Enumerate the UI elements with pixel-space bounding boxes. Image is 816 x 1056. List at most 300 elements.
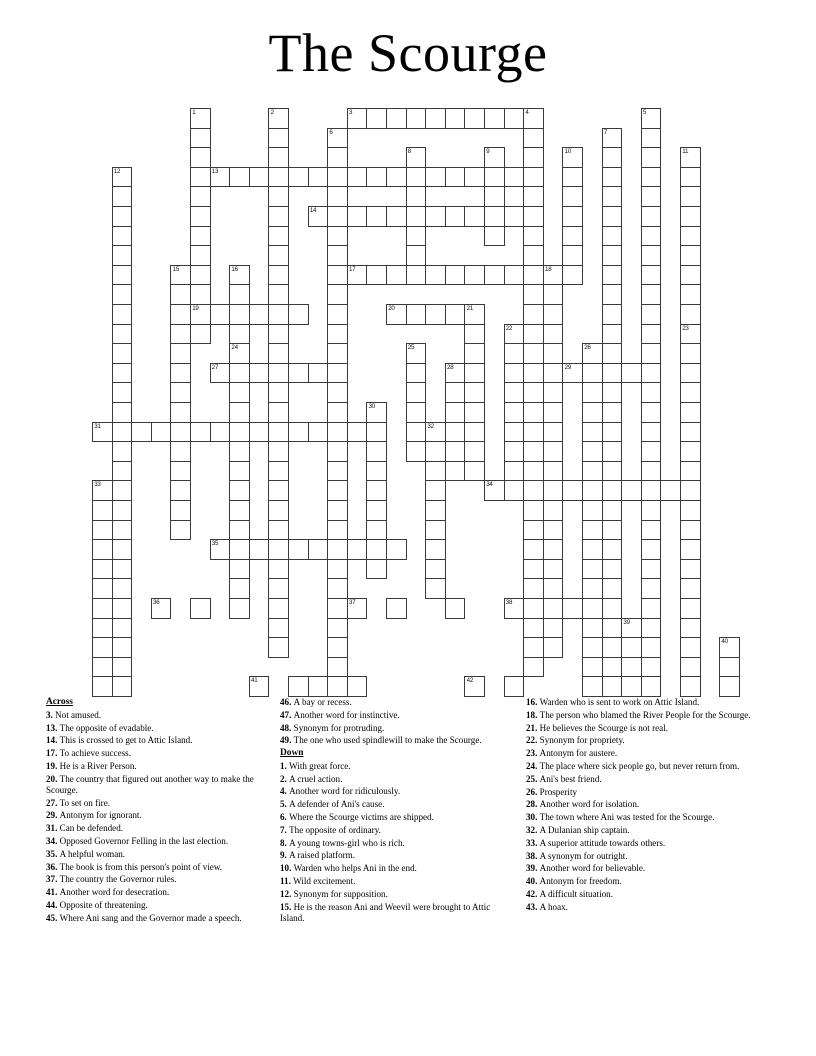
crossword-cell[interactable] — [366, 520, 387, 541]
crossword-cell[interactable] — [327, 598, 348, 619]
crossword-cell[interactable] — [406, 402, 427, 423]
crossword-cell[interactable] — [602, 265, 623, 286]
crossword-cell[interactable] — [523, 500, 544, 521]
crossword-cell[interactable] — [641, 284, 662, 305]
crossword-cell[interactable] — [621, 637, 642, 658]
crossword-cell[interactable] — [112, 265, 133, 286]
crossword-cell[interactable] — [366, 500, 387, 521]
crossword-cell[interactable] — [680, 206, 701, 227]
crossword-cell[interactable] — [602, 128, 623, 149]
crossword-cell[interactable] — [327, 147, 348, 168]
crossword-cell[interactable] — [582, 402, 603, 423]
crossword-cell[interactable] — [347, 265, 368, 286]
crossword-cell[interactable] — [112, 441, 133, 462]
crossword-cell[interactable] — [288, 304, 309, 325]
crossword-cell[interactable] — [680, 422, 701, 443]
crossword-cell[interactable] — [327, 637, 348, 658]
crossword-cell[interactable] — [249, 422, 270, 443]
crossword-cell[interactable] — [543, 539, 564, 560]
crossword-cell[interactable] — [621, 657, 642, 678]
crossword-cell[interactable] — [523, 559, 544, 580]
crossword-cell[interactable] — [366, 108, 387, 129]
crossword-cell[interactable] — [582, 598, 603, 619]
crossword-cell[interactable] — [602, 441, 623, 462]
crossword-cell[interactable] — [112, 324, 133, 345]
crossword-cell[interactable] — [268, 265, 289, 286]
crossword-cell[interactable] — [680, 657, 701, 678]
crossword-cell[interactable] — [464, 676, 485, 697]
crossword-cell[interactable] — [366, 206, 387, 227]
crossword-cell[interactable] — [268, 520, 289, 541]
crossword-cell[interactable] — [543, 578, 564, 599]
crossword-cell[interactable] — [641, 382, 662, 403]
crossword-cell[interactable] — [386, 206, 407, 227]
crossword-cell[interactable] — [602, 226, 623, 247]
crossword-cell[interactable] — [464, 108, 485, 129]
crossword-cell[interactable] — [425, 265, 446, 286]
crossword-cell[interactable] — [112, 461, 133, 482]
crossword-cell[interactable] — [229, 382, 250, 403]
crossword-cell[interactable] — [464, 304, 485, 325]
crossword-cell[interactable] — [425, 480, 446, 501]
crossword-cell[interactable] — [170, 265, 191, 286]
crossword-cell[interactable] — [406, 265, 427, 286]
crossword-cell[interactable] — [484, 147, 505, 168]
crossword-cell[interactable] — [170, 500, 191, 521]
crossword-cell[interactable] — [112, 304, 133, 325]
crossword-cell[interactable] — [249, 363, 270, 384]
crossword-cell[interactable] — [327, 363, 348, 384]
crossword-cell[interactable] — [366, 422, 387, 443]
crossword-cell[interactable] — [327, 245, 348, 266]
crossword-cell[interactable] — [602, 578, 623, 599]
crossword-cell[interactable] — [641, 539, 662, 560]
crossword-cell[interactable] — [562, 226, 583, 247]
crossword-cell[interactable] — [641, 520, 662, 541]
crossword-cell[interactable] — [366, 461, 387, 482]
crossword-cell[interactable] — [406, 226, 427, 247]
crossword-cell[interactable] — [112, 186, 133, 207]
crossword-cell[interactable] — [92, 618, 113, 639]
crossword-cell[interactable] — [680, 304, 701, 325]
crossword-cell[interactable] — [582, 520, 603, 541]
crossword-cell[interactable] — [582, 676, 603, 697]
crossword-cell[interactable] — [288, 363, 309, 384]
crossword-cell[interactable] — [112, 676, 133, 697]
crossword-cell[interactable] — [112, 520, 133, 541]
crossword-cell[interactable] — [602, 245, 623, 266]
crossword-cell[interactable] — [190, 422, 211, 443]
crossword-cell[interactable] — [484, 167, 505, 188]
crossword-cell[interactable] — [268, 559, 289, 580]
crossword-cell[interactable] — [288, 167, 309, 188]
crossword-cell[interactable] — [484, 186, 505, 207]
crossword-cell[interactable] — [386, 108, 407, 129]
crossword-cell[interactable] — [582, 422, 603, 443]
crossword-cell[interactable] — [92, 657, 113, 678]
crossword-cell[interactable] — [112, 480, 133, 501]
crossword-cell[interactable] — [562, 265, 583, 286]
crossword-cell[interactable] — [92, 559, 113, 580]
crossword-cell[interactable] — [523, 167, 544, 188]
crossword-cell[interactable] — [484, 226, 505, 247]
crossword-cell[interactable] — [112, 578, 133, 599]
crossword-cell[interactable] — [190, 245, 211, 266]
crossword-cell[interactable] — [425, 167, 446, 188]
crossword-cell[interactable] — [523, 265, 544, 286]
crossword-cell[interactable] — [327, 284, 348, 305]
crossword-cell[interactable] — [445, 304, 466, 325]
crossword-cell[interactable] — [112, 363, 133, 384]
crossword-cell[interactable] — [523, 343, 544, 364]
crossword-cell[interactable] — [602, 657, 623, 678]
crossword-cell[interactable] — [268, 206, 289, 227]
crossword-cell[interactable] — [347, 108, 368, 129]
crossword-cell[interactable] — [190, 206, 211, 227]
crossword-cell[interactable] — [562, 363, 583, 384]
crossword-cell[interactable] — [641, 108, 662, 129]
crossword-cell[interactable] — [523, 206, 544, 227]
crossword-cell[interactable] — [523, 422, 544, 443]
crossword-cell[interactable] — [327, 441, 348, 462]
crossword-cell[interactable] — [602, 422, 623, 443]
crossword-cell[interactable] — [719, 637, 740, 658]
crossword-cell[interactable] — [327, 265, 348, 286]
crossword-cell[interactable] — [602, 500, 623, 521]
crossword-cell[interactable] — [386, 598, 407, 619]
crossword-cell[interactable] — [543, 363, 564, 384]
crossword-cell[interactable] — [288, 422, 309, 443]
crossword-cell[interactable] — [445, 422, 466, 443]
crossword-cell[interactable] — [504, 343, 525, 364]
crossword-cell[interactable] — [327, 461, 348, 482]
crossword-cell[interactable] — [680, 618, 701, 639]
crossword-cell[interactable] — [170, 402, 191, 423]
crossword-cell[interactable] — [680, 245, 701, 266]
crossword-cell[interactable] — [641, 147, 662, 168]
crossword-cell[interactable] — [504, 422, 525, 443]
crossword-cell[interactable] — [190, 147, 211, 168]
crossword-cell[interactable] — [92, 520, 113, 541]
crossword-cell[interactable] — [268, 324, 289, 345]
crossword-cell[interactable] — [602, 520, 623, 541]
crossword-cell[interactable] — [464, 441, 485, 462]
crossword-cell[interactable] — [445, 598, 466, 619]
crossword-cell[interactable] — [680, 284, 701, 305]
crossword-cell[interactable] — [268, 461, 289, 482]
crossword-cell[interactable] — [464, 382, 485, 403]
crossword-cell[interactable] — [366, 441, 387, 462]
crossword-cell[interactable] — [523, 539, 544, 560]
crossword-cell[interactable] — [268, 245, 289, 266]
crossword-cell[interactable] — [543, 500, 564, 521]
crossword-cell[interactable] — [523, 245, 544, 266]
crossword-cell[interactable] — [602, 676, 623, 697]
crossword-cell[interactable] — [406, 441, 427, 462]
crossword-cell[interactable] — [268, 402, 289, 423]
crossword-cell[interactable] — [582, 480, 603, 501]
crossword-cell[interactable] — [249, 167, 270, 188]
crossword-cell[interactable] — [641, 265, 662, 286]
crossword-cell[interactable] — [680, 598, 701, 619]
crossword-cell[interactable] — [347, 422, 368, 443]
crossword-cell[interactable] — [170, 441, 191, 462]
crossword-cell[interactable] — [112, 618, 133, 639]
crossword-cell[interactable] — [504, 382, 525, 403]
crossword-cell[interactable] — [190, 304, 211, 325]
crossword-cell[interactable] — [680, 539, 701, 560]
crossword-cell[interactable] — [602, 147, 623, 168]
crossword-cell[interactable] — [641, 657, 662, 678]
crossword-cell[interactable] — [523, 382, 544, 403]
crossword-cell[interactable] — [170, 480, 191, 501]
crossword-cell[interactable] — [523, 402, 544, 423]
crossword-cell[interactable] — [229, 480, 250, 501]
crossword-cell[interactable] — [112, 539, 133, 560]
crossword-cell[interactable] — [523, 578, 544, 599]
crossword-cell[interactable] — [210, 422, 231, 443]
crossword-cell[interactable] — [406, 167, 427, 188]
crossword-cell[interactable] — [641, 186, 662, 207]
crossword-cell[interactable] — [92, 598, 113, 619]
crossword-cell[interactable] — [504, 167, 525, 188]
crossword-cell[interactable] — [582, 637, 603, 658]
crossword-cell[interactable] — [190, 128, 211, 149]
crossword-cell[interactable] — [523, 657, 544, 678]
crossword-cell[interactable] — [680, 500, 701, 521]
crossword-cell[interactable] — [543, 304, 564, 325]
crossword-cell[interactable] — [445, 167, 466, 188]
crossword-cell[interactable] — [621, 618, 642, 639]
crossword-cell[interactable] — [92, 637, 113, 658]
crossword-cell[interactable] — [641, 480, 662, 501]
crossword-cell[interactable] — [523, 598, 544, 619]
crossword-cell[interactable] — [288, 676, 309, 697]
crossword-cell[interactable] — [170, 461, 191, 482]
crossword-cell[interactable] — [523, 363, 544, 384]
crossword-cell[interactable] — [504, 598, 525, 619]
crossword-cell[interactable] — [523, 147, 544, 168]
crossword-cell[interactable] — [347, 206, 368, 227]
crossword-cell[interactable] — [268, 284, 289, 305]
crossword-cell[interactable] — [229, 500, 250, 521]
crossword-cell[interactable] — [445, 382, 466, 403]
crossword-cell[interactable] — [680, 382, 701, 403]
crossword-cell[interactable] — [425, 461, 446, 482]
crossword-cell[interactable] — [308, 539, 329, 560]
crossword-cell[interactable] — [562, 147, 583, 168]
crossword-cell[interactable] — [543, 559, 564, 580]
crossword-cell[interactable] — [680, 363, 701, 384]
crossword-cell[interactable] — [151, 598, 172, 619]
crossword-cell[interactable] — [210, 304, 231, 325]
crossword-cell[interactable] — [268, 304, 289, 325]
crossword-cell[interactable] — [602, 324, 623, 345]
crossword-cell[interactable] — [425, 520, 446, 541]
crossword-cell[interactable] — [582, 578, 603, 599]
crossword-cell[interactable] — [366, 265, 387, 286]
crossword-cell[interactable] — [464, 461, 485, 482]
crossword-cell[interactable] — [112, 206, 133, 227]
crossword-cell[interactable] — [523, 186, 544, 207]
crossword-cell[interactable] — [445, 265, 466, 286]
crossword-cell[interactable] — [641, 304, 662, 325]
crossword-cell[interactable] — [268, 226, 289, 247]
crossword-cell[interactable] — [347, 598, 368, 619]
crossword-cell[interactable] — [680, 226, 701, 247]
crossword-cell[interactable] — [543, 637, 564, 658]
crossword-cell[interactable] — [327, 480, 348, 501]
crossword-cell[interactable] — [406, 245, 427, 266]
crossword-cell[interactable] — [190, 186, 211, 207]
crossword-cell[interactable] — [366, 539, 387, 560]
crossword-cell[interactable] — [327, 343, 348, 364]
crossword-cell[interactable] — [229, 520, 250, 541]
crossword-cell[interactable] — [406, 206, 427, 227]
crossword-cell[interactable] — [268, 637, 289, 658]
crossword-cell[interactable] — [602, 480, 623, 501]
crossword-cell[interactable] — [523, 441, 544, 462]
crossword-cell[interactable] — [523, 226, 544, 247]
crossword-cell[interactable] — [190, 226, 211, 247]
crossword-cell[interactable] — [582, 657, 603, 678]
crossword-cell[interactable] — [268, 186, 289, 207]
crossword-cell[interactable] — [327, 539, 348, 560]
crossword-cell[interactable] — [582, 559, 603, 580]
crossword-cell[interactable] — [366, 480, 387, 501]
crossword-cell[interactable] — [680, 578, 701, 599]
crossword-cell[interactable] — [562, 167, 583, 188]
crossword-cell[interactable] — [327, 128, 348, 149]
crossword-cell[interactable] — [112, 598, 133, 619]
crossword-cell[interactable] — [406, 147, 427, 168]
crossword-cell[interactable] — [268, 382, 289, 403]
crossword-cell[interactable] — [445, 461, 466, 482]
crossword-cell[interactable] — [602, 461, 623, 482]
crossword-cell[interactable] — [406, 422, 427, 443]
crossword-cell[interactable] — [582, 382, 603, 403]
crossword-cell[interactable] — [641, 598, 662, 619]
crossword-cell[interactable] — [641, 500, 662, 521]
crossword-cell[interactable] — [268, 539, 289, 560]
crossword-cell[interactable] — [641, 167, 662, 188]
crossword-cell[interactable] — [641, 461, 662, 482]
crossword-cell[interactable] — [229, 422, 250, 443]
crossword-cell[interactable] — [641, 324, 662, 345]
crossword-cell[interactable] — [543, 343, 564, 364]
crossword-cell[interactable] — [680, 520, 701, 541]
crossword-cell[interactable] — [327, 657, 348, 678]
crossword-cell[interactable] — [582, 441, 603, 462]
crossword-cell[interactable] — [602, 343, 623, 364]
crossword-cell[interactable] — [92, 500, 113, 521]
crossword-cell[interactable] — [406, 186, 427, 207]
crossword-cell[interactable] — [543, 265, 564, 286]
crossword-cell[interactable] — [347, 167, 368, 188]
crossword-cell[interactable] — [386, 167, 407, 188]
crossword-cell[interactable] — [641, 676, 662, 697]
crossword-cell[interactable] — [386, 304, 407, 325]
crossword-cell[interactable] — [425, 578, 446, 599]
crossword-cell[interactable] — [425, 500, 446, 521]
crossword-cell[interactable] — [268, 422, 289, 443]
crossword-cell[interactable] — [327, 500, 348, 521]
crossword-cell[interactable] — [229, 324, 250, 345]
crossword-cell[interactable] — [660, 480, 681, 501]
crossword-cell[interactable] — [582, 539, 603, 560]
crossword-cell[interactable] — [582, 461, 603, 482]
crossword-cell[interactable] — [229, 578, 250, 599]
crossword-cell[interactable] — [680, 461, 701, 482]
crossword-cell[interactable] — [170, 284, 191, 305]
crossword-cell[interactable] — [464, 206, 485, 227]
crossword-cell[interactable] — [366, 559, 387, 580]
crossword-cell[interactable] — [327, 402, 348, 423]
crossword-cell[interactable] — [386, 265, 407, 286]
crossword-cell[interactable] — [484, 206, 505, 227]
crossword-cell[interactable] — [602, 284, 623, 305]
crossword-cell[interactable] — [327, 226, 348, 247]
crossword-cell[interactable] — [366, 167, 387, 188]
crossword-cell[interactable] — [308, 676, 329, 697]
crossword-cell[interactable] — [347, 676, 368, 697]
crossword-cell[interactable] — [543, 382, 564, 403]
crossword-cell[interactable] — [719, 657, 740, 678]
crossword-cell[interactable] — [543, 461, 564, 482]
crossword-cell[interactable] — [543, 480, 564, 501]
crossword-cell[interactable] — [504, 461, 525, 482]
crossword-cell[interactable] — [445, 441, 466, 462]
crossword-cell[interactable] — [425, 422, 446, 443]
crossword-cell[interactable] — [249, 676, 270, 697]
crossword-cell[interactable] — [602, 539, 623, 560]
crossword-cell[interactable] — [602, 186, 623, 207]
crossword-cell[interactable] — [327, 382, 348, 403]
crossword-cell[interactable] — [347, 539, 368, 560]
crossword-cell[interactable] — [680, 441, 701, 462]
crossword-cell[interactable] — [602, 304, 623, 325]
crossword-cell[interactable] — [268, 480, 289, 501]
crossword-cell[interactable] — [464, 343, 485, 364]
crossword-cell[interactable] — [504, 363, 525, 384]
crossword-cell[interactable] — [484, 265, 505, 286]
crossword-cell[interactable] — [190, 167, 211, 188]
crossword-cell[interactable] — [112, 226, 133, 247]
crossword-cell[interactable] — [190, 598, 211, 619]
crossword-cell[interactable] — [641, 128, 662, 149]
crossword-cell[interactable] — [680, 559, 701, 580]
crossword-cell[interactable] — [366, 402, 387, 423]
crossword-cell[interactable] — [504, 324, 525, 345]
crossword-cell[interactable] — [425, 108, 446, 129]
crossword-cell[interactable] — [112, 500, 133, 521]
crossword-cell[interactable] — [268, 598, 289, 619]
crossword-cell[interactable] — [543, 618, 564, 639]
crossword-cell[interactable] — [602, 206, 623, 227]
crossword-cell[interactable] — [327, 324, 348, 345]
crossword-cell[interactable] — [308, 422, 329, 443]
crossword-cell[interactable] — [523, 520, 544, 541]
crossword-cell[interactable] — [210, 363, 231, 384]
crossword-cell[interactable] — [268, 343, 289, 364]
crossword-cell[interactable] — [92, 539, 113, 560]
crossword-cell[interactable] — [543, 402, 564, 423]
crossword-cell[interactable] — [268, 108, 289, 129]
crossword-cell[interactable] — [445, 206, 466, 227]
crossword-cell[interactable] — [229, 559, 250, 580]
crossword-cell[interactable] — [229, 598, 250, 619]
crossword-cell[interactable] — [327, 206, 348, 227]
